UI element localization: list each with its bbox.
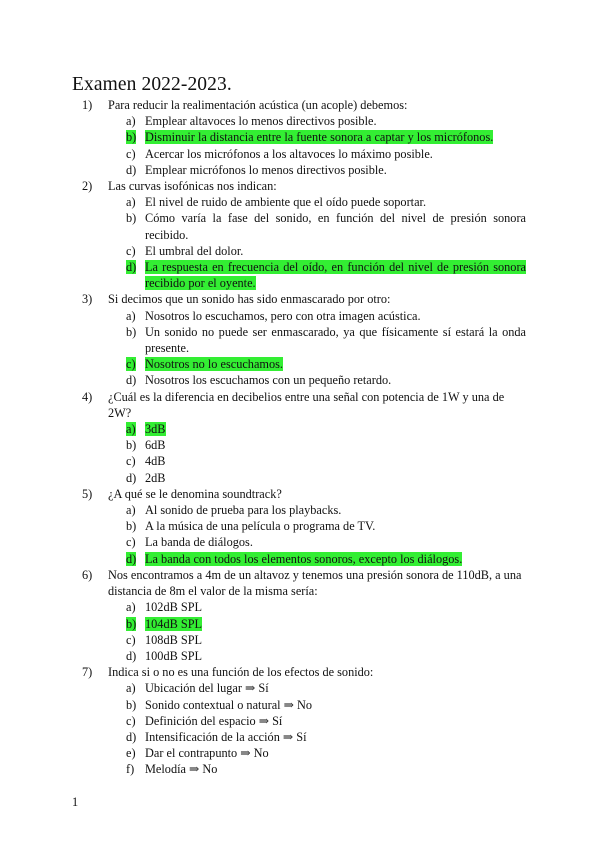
option-letter: d)	[126, 729, 137, 744]
option-letter: d)	[126, 470, 137, 485]
option-correct	[0, 421, 600, 437]
option-text: Intensificación de la acción ⇒ Sí	[145, 729, 307, 744]
option-correct	[0, 551, 600, 567]
option	[0, 648, 600, 664]
option-text: Dar el contrapunto ⇒ No	[145, 746, 269, 761]
option-text: La banda de diálogos.	[145, 535, 253, 550]
option-text: 104dB SPL	[145, 616, 203, 631]
question-text-continued: distancia de 8m el valor de la misma sería:	[108, 584, 318, 599]
option	[0, 146, 600, 162]
option-correct	[0, 616, 600, 632]
option	[0, 453, 600, 469]
option-text: 6dB	[145, 438, 166, 453]
option-text: Sonido contextual o natural ⇒ No	[145, 697, 313, 712]
option-letter: a)	[126, 503, 136, 518]
option-letter: a)	[126, 308, 136, 323]
question-5	[0, 486, 600, 567]
question-text: ¿A qué se le denomina soundtrack?	[108, 486, 282, 501]
option-letter: c)	[126, 357, 136, 372]
option-text: Cómo varía la fase del sonido, en función del nivel de presión sonora recibido.	[145, 211, 526, 242]
option-text: La banda con todos los elementos sonoros, excepto los diálogos.	[145, 551, 463, 566]
question-number: 3)	[82, 292, 93, 307]
option-text: A la música de una película o programa de TV.	[145, 519, 376, 534]
option-text: 3dB	[145, 422, 166, 437]
option-text: Definición del espacio ⇒ Sí	[145, 713, 283, 728]
option-correct	[0, 129, 600, 145]
option-correct	[0, 259, 600, 291]
option	[0, 194, 600, 210]
option-letter: c)	[126, 243, 136, 258]
question-6	[0, 567, 600, 664]
option-letter: a)	[126, 681, 136, 696]
option-letter: a)	[126, 114, 136, 129]
question-line	[0, 567, 600, 583]
option-text: La respuesta en frecuencia del oído, en función del nivel de presión sonora recibido por el oyente.	[145, 260, 526, 291]
question-text: ¿Cuál es la diferencia en decibelios entre una señal con potencia de 1W y una de 2W?	[108, 389, 505, 420]
page-number: 1	[72, 795, 79, 809]
question-text: Nos encontramos a 4m de un altavoz y tenemos una presión sonora de 110dB, a una	[108, 567, 522, 582]
question-line	[0, 389, 600, 421]
option	[0, 632, 600, 648]
option-letter: b)	[126, 130, 137, 145]
option	[0, 713, 600, 729]
option-text: Ubicación del lugar ⇒ Sí	[145, 681, 269, 696]
option-text: 2dB	[145, 470, 166, 485]
option	[0, 599, 600, 615]
question-line	[0, 291, 600, 307]
option-letter: f)	[126, 762, 135, 777]
option-text: Acercar los micrófonos a los altavoces lo máximo posible.	[145, 146, 433, 161]
option	[0, 697, 600, 713]
option-letter: b)	[126, 438, 137, 453]
option-letter: a)	[126, 422, 136, 437]
question-1	[0, 97, 600, 178]
option-letter: c)	[126, 454, 136, 469]
option-text: Al sonido de prueba para los playbacks.	[145, 503, 342, 518]
question-number: 6)	[82, 567, 93, 582]
option-letter: b)	[126, 324, 137, 339]
option-text: Nosotros lo escuchamos, pero con otra imagen acústica.	[145, 308, 421, 323]
option-text: 108dB SPL	[145, 632, 203, 647]
option	[0, 324, 600, 356]
option-text: Nosotros no lo escuchamos.	[145, 357, 283, 372]
option	[0, 210, 600, 242]
question-4	[0, 389, 600, 486]
option	[0, 534, 600, 550]
option-text: 4dB	[145, 454, 166, 469]
option	[0, 113, 600, 129]
option-letter: a)	[126, 195, 136, 210]
option-text: El nivel de ruido de ambiente que el oído puede soportar.	[145, 195, 427, 210]
option-text: Nosotros los escuchamos con un pequeño retardo.	[145, 373, 392, 388]
option	[0, 745, 600, 761]
option-letter: c)	[126, 713, 136, 728]
option	[0, 243, 600, 259]
question-2	[0, 178, 600, 291]
option-letter: b)	[126, 211, 137, 226]
option-letter: a)	[126, 600, 136, 615]
option-letter: b)	[126, 519, 137, 534]
option	[0, 308, 600, 324]
option-letter: d)	[126, 551, 137, 566]
option	[0, 761, 600, 777]
option	[0, 470, 600, 486]
option-letter: c)	[126, 146, 136, 161]
option-text: Melodía ⇒ No	[145, 762, 218, 777]
option-letter: d)	[126, 162, 137, 177]
option-text: Un sonido no puede ser enmascarado, ya que físicamente sí estará la onda presente.	[145, 324, 526, 356]
option-text: Disminuir la distancia entre la fuente sonora a captar y los micrófonos.	[145, 130, 494, 145]
option	[0, 372, 600, 388]
question-text: Indica si o no es una función de los efectos de sonido:	[108, 665, 374, 680]
option	[0, 437, 600, 453]
option	[0, 502, 600, 518]
option-correct	[0, 356, 600, 372]
question-7	[0, 664, 600, 777]
option-text: El umbral del dolor.	[145, 243, 244, 258]
option-letter: d)	[126, 260, 137, 275]
option-text: Emplear micrófonos lo menos directivos posible.	[145, 162, 387, 177]
option-text: Emplear altavoces lo menos directivos posible.	[145, 114, 377, 129]
option	[0, 162, 600, 178]
option	[0, 518, 600, 534]
option-text: 100dB SPL	[145, 648, 203, 663]
question-number: 1)	[82, 98, 93, 112]
question-number: 5)	[82, 486, 93, 501]
option-letter: d)	[126, 648, 137, 663]
exam-title: Examen 2022-2023.	[72, 74, 232, 95]
question-text: Si decimos que un sonido has sido enmascarado por otro:	[108, 292, 391, 307]
question-3	[0, 291, 600, 388]
question-line	[0, 486, 600, 502]
option-letter: c)	[126, 632, 136, 647]
option	[0, 680, 600, 696]
question-text: Las curvas isofónicas nos indican:	[108, 179, 277, 194]
question-line	[0, 97, 600, 113]
option-letter: e)	[126, 746, 136, 761]
question-line	[0, 664, 600, 680]
option-text: 102dB SPL	[145, 600, 203, 615]
option-letter: d)	[126, 373, 137, 388]
question-list	[0, 97, 600, 778]
option	[0, 729, 600, 745]
question-number: 7)	[82, 665, 93, 680]
option-letter: b)	[126, 697, 137, 712]
question-line	[0, 178, 600, 194]
question-number: 4)	[82, 389, 93, 404]
question-text: Para reducir la realimentación acústica (un acople) debemos:	[108, 98, 408, 112]
question-number: 2)	[82, 179, 93, 194]
option-letter: b)	[126, 616, 137, 631]
option-letter: c)	[126, 535, 136, 550]
